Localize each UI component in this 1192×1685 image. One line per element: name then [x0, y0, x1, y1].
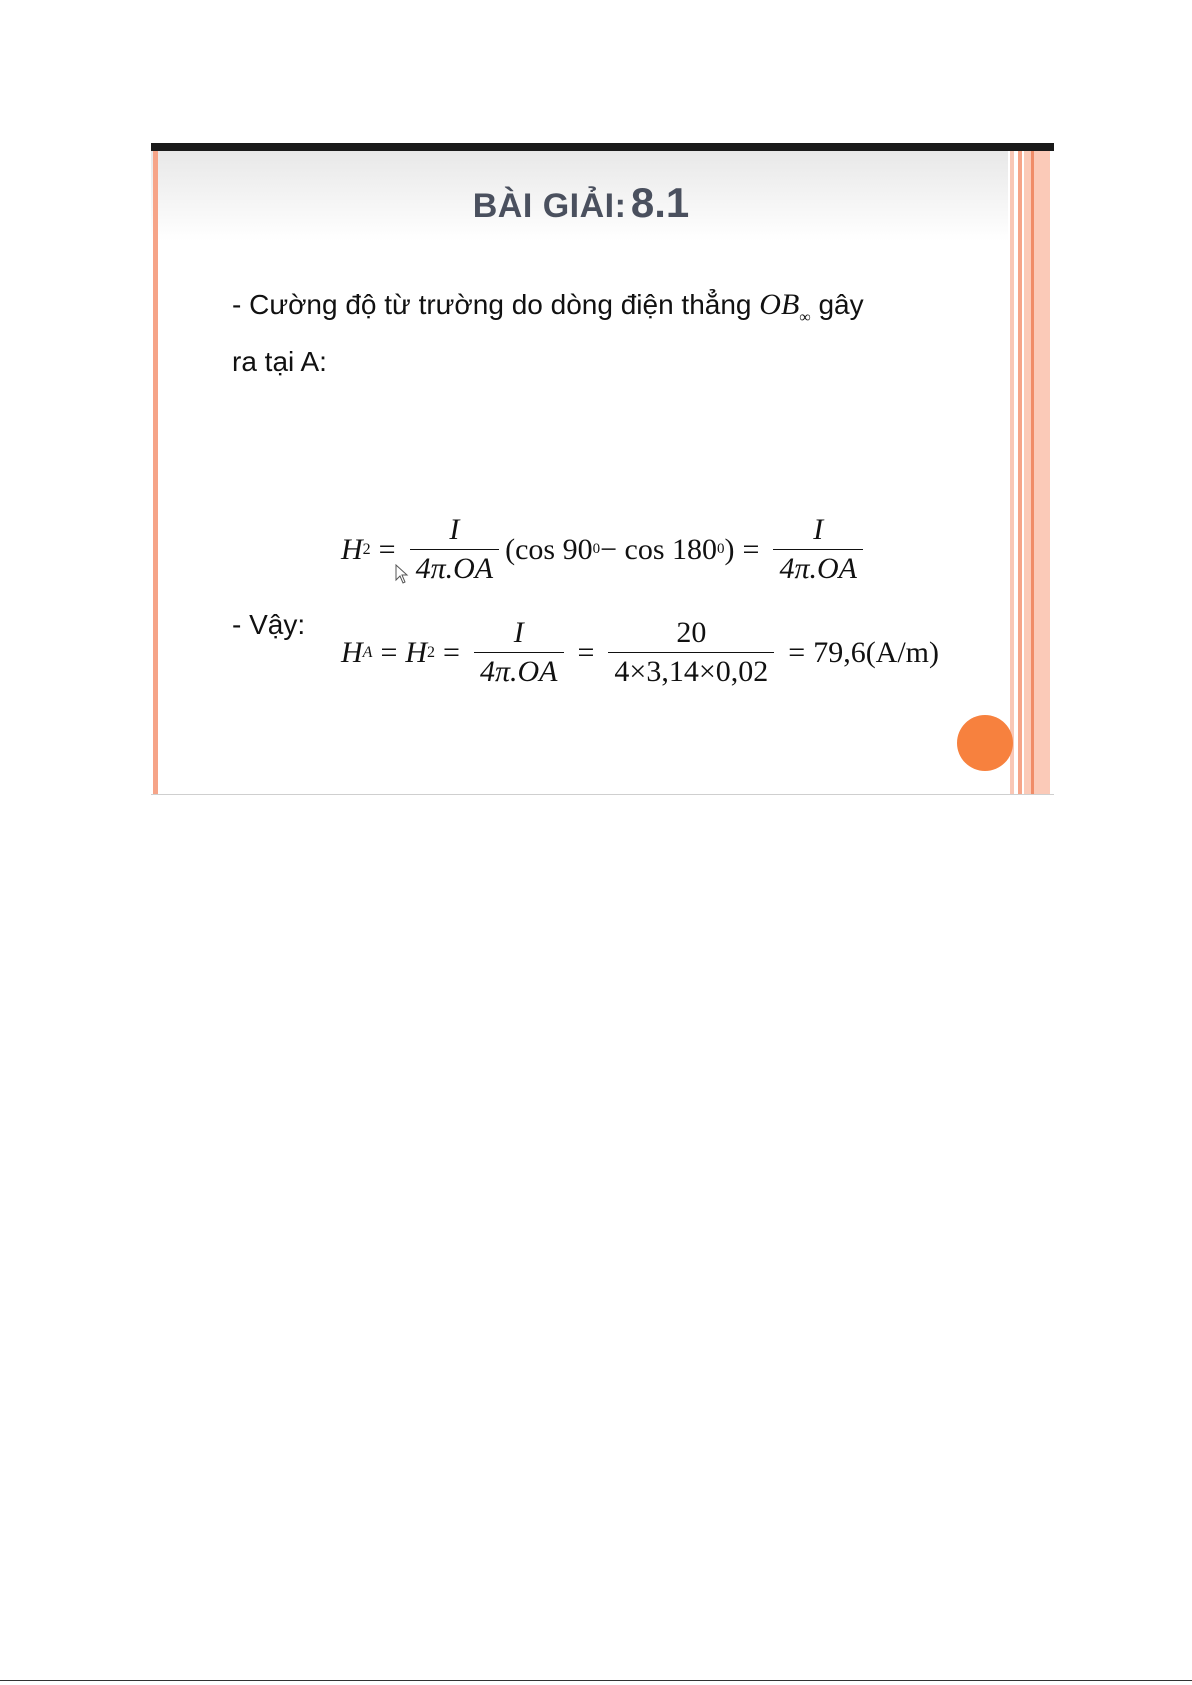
eq-subscript: 2: [362, 540, 371, 558]
fraction: [410, 513, 500, 586]
paragraph-symbol: [759, 288, 811, 326]
eq-term: ): [724, 532, 735, 566]
fraction: [608, 616, 774, 689]
fraction-numerator: I: [449, 513, 460, 546]
fraction-denominator: 4×3,14×0,02: [608, 652, 774, 689]
slide: [151, 143, 1054, 795]
border-stripe: [1018, 151, 1022, 794]
eq-term: (cos 90: [505, 532, 593, 566]
eq-equals: =: [788, 635, 806, 669]
border-stripe: [1010, 151, 1014, 794]
fraction: [773, 513, 863, 586]
fraction-denominator: 4π.OA: [410, 549, 500, 586]
fraction-denominator: 4π.OA: [773, 549, 863, 586]
symbol-ob: OB: [759, 288, 800, 321]
eq-equals: =: [742, 532, 760, 566]
eq-equals: =: [380, 635, 398, 669]
eq-symbol: H: [405, 635, 428, 669]
paragraph-line2: ra tại A:: [232, 346, 327, 377]
paragraph-tail: gây: [818, 289, 864, 320]
slide-accent-dot: [957, 715, 1013, 771]
slide-title: [151, 179, 1011, 227]
border-stripe: [1024, 151, 1050, 794]
eq-equals: =: [443, 635, 460, 669]
page-bottom-rule: [0, 1680, 1192, 1681]
slide-top-bar: [151, 143, 1054, 151]
mouse-cursor-icon: [395, 564, 409, 584]
fraction-numerator: I: [513, 616, 524, 649]
equation-ha: [341, 616, 939, 689]
conclusion-label: - Vậy:: [232, 609, 306, 640]
eq-equals: =: [577, 635, 595, 669]
eq-equals: =: [378, 532, 396, 566]
eq-subscript: A: [362, 643, 373, 661]
title-prefix: BÀI GIẢI:: [472, 187, 627, 225]
fraction-denominator: 4π.OA: [474, 652, 564, 689]
eq-superscript: 0: [717, 541, 725, 557]
eq-term: − cos 180: [600, 532, 718, 566]
fraction-numerator: 20: [676, 616, 707, 649]
slide-right-border: [1008, 151, 1054, 794]
paragraph-text: - Cường độ từ trường do dòng điện thẳng: [232, 289, 752, 320]
fraction-numerator: I: [813, 513, 824, 546]
paragraph: [232, 283, 992, 384]
symbol-infinity: ∞: [799, 309, 811, 326]
eq-symbol: H: [341, 635, 363, 669]
border-stripe: [1031, 151, 1034, 794]
title-number: 8.1: [630, 179, 690, 226]
equation-h2: [341, 513, 869, 586]
slide-left-stripe: [153, 151, 158, 794]
eq-symbol: H: [341, 532, 363, 566]
fraction: [474, 616, 564, 689]
eq-result: 79,6(A/m): [813, 635, 940, 669]
eq-subscript: 2: [427, 643, 436, 661]
eq-superscript: 0: [592, 541, 601, 557]
